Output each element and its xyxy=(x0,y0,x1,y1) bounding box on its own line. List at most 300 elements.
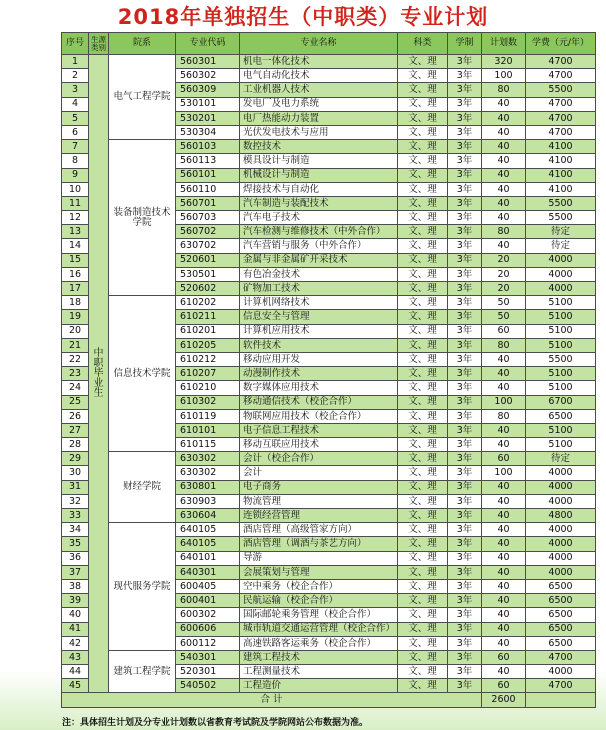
row-seq: 28 xyxy=(62,438,89,452)
row-fee: 4700 xyxy=(526,126,596,140)
row-seq: 42 xyxy=(62,637,89,651)
row-subject: 文、理 xyxy=(398,637,448,651)
row-major-name: 工程测量技术 xyxy=(240,665,398,679)
row-subject: 文、理 xyxy=(398,452,448,466)
row-seq: 27 xyxy=(62,424,89,438)
row-code: 630903 xyxy=(176,495,240,509)
row-code: 560101 xyxy=(176,169,240,183)
row-seq: 13 xyxy=(62,225,89,239)
row-plan: 40 xyxy=(482,424,526,438)
row-subject: 文、理 xyxy=(398,55,448,69)
row-plan: 40 xyxy=(482,665,526,679)
row-fee: 4000 xyxy=(526,523,596,537)
row-code: 610211 xyxy=(176,310,240,324)
row-subject: 文、理 xyxy=(398,126,448,140)
row-subject: 文、理 xyxy=(398,169,448,183)
row-seq: 41 xyxy=(62,623,89,637)
header-fee: 学费（元/年） xyxy=(526,33,596,55)
row-major-name: 金属与非金属矿开采技术 xyxy=(240,254,398,268)
row-subject: 文、理 xyxy=(398,466,448,480)
row-seq: 36 xyxy=(62,552,89,566)
row-fee: 5100 xyxy=(526,367,596,381)
row-duration: 3年 xyxy=(448,566,482,580)
row-plan: 40 xyxy=(482,552,526,566)
row-plan: 40 xyxy=(482,594,526,608)
row-fee: 4000 xyxy=(526,665,596,679)
row-code: 530201 xyxy=(176,112,240,126)
row-plan: 40 xyxy=(482,566,526,580)
row-plan: 40 xyxy=(482,239,526,253)
row-code: 530501 xyxy=(176,268,240,282)
row-major-name: 计算机网络技术 xyxy=(240,296,398,310)
row-seq: 5 xyxy=(62,112,89,126)
row-duration: 3年 xyxy=(448,126,482,140)
row-duration: 3年 xyxy=(448,339,482,353)
row-subject: 文、理 xyxy=(398,282,448,296)
row-subject: 文、理 xyxy=(398,225,448,239)
row-seq: 8 xyxy=(62,154,89,168)
row-subject: 文、理 xyxy=(398,112,448,126)
category-char: 职 xyxy=(93,357,104,369)
row-subject: 文、理 xyxy=(398,98,448,112)
row-fee: 4000 xyxy=(526,254,596,268)
row-fee: 4100 xyxy=(526,169,596,183)
row-code: 640105 xyxy=(176,523,240,537)
row-seq: 26 xyxy=(62,410,89,424)
row-subject: 文、理 xyxy=(398,296,448,310)
row-major-name: 发电厂及电力系统 xyxy=(240,98,398,112)
row-code: 610302 xyxy=(176,396,240,410)
row-plan: 40 xyxy=(482,367,526,381)
row-subject: 文、理 xyxy=(398,353,448,367)
row-seq: 22 xyxy=(62,353,89,367)
row-fee: 6500 xyxy=(526,608,596,622)
row-major-name: 酒店管理（调酒与茶艺方向） xyxy=(240,537,398,551)
header-subject: 科类 xyxy=(398,33,448,55)
row-plan: 100 xyxy=(482,466,526,480)
total-fee-empty xyxy=(526,693,596,707)
row-plan: 60 xyxy=(482,325,526,339)
row-subject: 文、理 xyxy=(398,381,448,395)
department-cell: 电气工程学院 xyxy=(109,55,176,140)
row-major-name: 有色冶金技术 xyxy=(240,268,398,282)
row-fee: 5100 xyxy=(526,438,596,452)
department-cell: 财经学院 xyxy=(109,452,176,523)
row-duration: 3年 xyxy=(448,197,482,211)
row-duration: 3年 xyxy=(448,495,482,509)
row-code: 560110 xyxy=(176,183,240,197)
row-fee: 6500 xyxy=(526,410,596,424)
row-seq: 10 xyxy=(62,183,89,197)
header-name: 专业名称 xyxy=(240,33,398,55)
row-subject: 文、理 xyxy=(398,396,448,410)
row-duration: 3年 xyxy=(448,83,482,97)
row-major-name: 连锁经营管理 xyxy=(240,509,398,523)
row-duration: 3年 xyxy=(448,282,482,296)
row-fee: 6700 xyxy=(526,396,596,410)
row-code: 520601 xyxy=(176,254,240,268)
row-seq: 18 xyxy=(62,296,89,310)
row-major-name: 汽车营销与服务（中外合作） xyxy=(240,239,398,253)
row-plan: 60 xyxy=(482,679,526,693)
department-cell: 信息技术学院 xyxy=(109,296,176,452)
enrollment-plan-table xyxy=(61,32,596,708)
row-major-name: 高速铁路客运乘务（校企合作） xyxy=(240,637,398,651)
row-seq: 38 xyxy=(62,580,89,594)
row-subject: 文、理 xyxy=(398,523,448,537)
row-code: 600606 xyxy=(176,623,240,637)
row-code: 530101 xyxy=(176,98,240,112)
row-seq: 35 xyxy=(62,537,89,551)
footnote: 注：具体招生计划及分专业计划数以省教育考试院及学院网站公布数据为准。 xyxy=(62,718,369,728)
row-fee: 4700 xyxy=(526,112,596,126)
row-major-name: 矿物加工技术 xyxy=(240,282,398,296)
row-duration: 3年 xyxy=(448,55,482,69)
row-seq: 12 xyxy=(62,211,89,225)
row-duration: 3年 xyxy=(448,310,482,324)
row-seq: 43 xyxy=(62,651,89,665)
row-subject: 文、理 xyxy=(398,481,448,495)
row-fee: 6500 xyxy=(526,623,596,637)
row-major-name: 机电一体化技术 xyxy=(240,55,398,69)
row-code: 600405 xyxy=(176,580,240,594)
row-duration: 3年 xyxy=(448,225,482,239)
row-subject: 文、理 xyxy=(398,580,448,594)
row-code: 540301 xyxy=(176,651,240,665)
row-fee: 5500 xyxy=(526,211,596,225)
row-major-name: 机械设计与制造 xyxy=(240,169,398,183)
row-code: 560701 xyxy=(176,197,240,211)
row-seq: 1 xyxy=(62,55,89,69)
row-seq: 23 xyxy=(62,367,89,381)
row-plan: 40 xyxy=(482,381,526,395)
row-major-name: 会计 xyxy=(240,466,398,480)
row-fee: 5100 xyxy=(526,381,596,395)
row-duration: 3年 xyxy=(448,424,482,438)
row-fee: 5100 xyxy=(526,296,596,310)
row-subject: 文、理 xyxy=(398,310,448,324)
row-subject: 文、理 xyxy=(398,367,448,381)
row-duration: 3年 xyxy=(448,353,482,367)
row-plan: 40 xyxy=(482,353,526,367)
row-plan: 20 xyxy=(482,282,526,296)
row-code: 520602 xyxy=(176,282,240,296)
row-fee: 5100 xyxy=(526,424,596,438)
row-subject: 文、理 xyxy=(398,537,448,551)
row-major-name: 工程造价 xyxy=(240,679,398,693)
category-char: 业 xyxy=(93,377,104,389)
row-fee: 4000 xyxy=(526,466,596,480)
row-plan: 40 xyxy=(482,438,526,452)
row-subject: 文、理 xyxy=(398,608,448,622)
row-duration: 3年 xyxy=(448,608,482,622)
row-seq: 3 xyxy=(62,83,89,97)
row-plan: 40 xyxy=(482,197,526,211)
row-major-name: 城市轨道交通运营管理（校企合作） xyxy=(240,623,398,637)
row-subject: 文、理 xyxy=(398,665,448,679)
row-seq: 31 xyxy=(62,481,89,495)
row-fee: 6500 xyxy=(526,594,596,608)
row-code: 610119 xyxy=(176,410,240,424)
row-plan: 40 xyxy=(482,169,526,183)
row-fee: 4800 xyxy=(526,509,596,523)
row-code: 630801 xyxy=(176,481,240,495)
row-subject: 文、理 xyxy=(398,623,448,637)
row-plan: 60 xyxy=(482,651,526,665)
row-major-name: 会计（校企合作） xyxy=(240,452,398,466)
row-subject: 文、理 xyxy=(398,254,448,268)
row-fee: 5100 xyxy=(526,310,596,324)
row-code: 610201 xyxy=(176,325,240,339)
row-subject: 文、理 xyxy=(398,325,448,339)
row-duration: 3年 xyxy=(448,509,482,523)
row-code: 520301 xyxy=(176,665,240,679)
row-code: 610207 xyxy=(176,367,240,381)
row-seq: 14 xyxy=(62,239,89,253)
row-code: 560113 xyxy=(176,154,240,168)
row-duration: 3年 xyxy=(448,466,482,480)
row-seq: 24 xyxy=(62,381,89,395)
row-subject: 文、理 xyxy=(398,211,448,225)
row-code: 560103 xyxy=(176,140,240,154)
row-fee: 待定 xyxy=(526,452,596,466)
total-plan: 2600 xyxy=(482,693,526,707)
row-major-name: 物联网应用技术（校企合作） xyxy=(240,410,398,424)
row-fee: 5100 xyxy=(526,339,596,353)
header-seq: 序号 xyxy=(62,33,89,55)
row-code: 640101 xyxy=(176,552,240,566)
row-seq: 44 xyxy=(62,665,89,679)
row-seq: 6 xyxy=(62,126,89,140)
row-major-name: 酒店管理（高级管家方向） xyxy=(240,523,398,537)
row-fee: 4100 xyxy=(526,140,596,154)
row-seq: 17 xyxy=(62,282,89,296)
row-duration: 3年 xyxy=(448,452,482,466)
row-major-name: 国际邮轮乘务管理（校企合作） xyxy=(240,608,398,622)
header-code: 专业代码 xyxy=(176,33,240,55)
row-duration: 3年 xyxy=(448,140,482,154)
row-subject: 文、理 xyxy=(398,410,448,424)
row-duration: 3年 xyxy=(448,410,482,424)
row-plan: 50 xyxy=(482,310,526,324)
row-code: 600401 xyxy=(176,594,240,608)
header-duration: 学制 xyxy=(448,33,482,55)
row-code: 560309 xyxy=(176,83,240,97)
row-seq: 37 xyxy=(62,566,89,580)
row-seq: 4 xyxy=(62,98,89,112)
row-major-name: 动漫制作技术 xyxy=(240,367,398,381)
row-duration: 3年 xyxy=(448,296,482,310)
row-code: 630702 xyxy=(176,239,240,253)
row-plan: 40 xyxy=(482,509,526,523)
row-major-name: 空中乘务（校企合作） xyxy=(240,580,398,594)
row-duration: 3年 xyxy=(448,651,482,665)
row-fee: 待定 xyxy=(526,225,596,239)
row-plan: 80 xyxy=(482,225,526,239)
department-cell: 建筑工程学院 xyxy=(109,651,176,694)
row-fee: 4000 xyxy=(526,268,596,282)
row-major-name: 移动应用开发 xyxy=(240,353,398,367)
row-major-name: 移动互联应用技术 xyxy=(240,438,398,452)
row-seq: 16 xyxy=(62,268,89,282)
row-plan: 20 xyxy=(482,254,526,268)
row-plan: 100 xyxy=(482,69,526,83)
row-fee: 4000 xyxy=(526,282,596,296)
row-code: 610210 xyxy=(176,381,240,395)
row-seq: 25 xyxy=(62,396,89,410)
row-duration: 3年 xyxy=(448,396,482,410)
row-major-name: 电子商务 xyxy=(240,481,398,495)
row-fee: 4000 xyxy=(526,495,596,509)
row-fee: 4100 xyxy=(526,183,596,197)
row-plan: 40 xyxy=(482,637,526,651)
row-fee: 5100 xyxy=(526,325,596,339)
row-major-name: 电子信息工程技术 xyxy=(240,424,398,438)
row-plan: 40 xyxy=(482,495,526,509)
row-major-name: 电气自动化技术 xyxy=(240,69,398,83)
row-plan: 40 xyxy=(482,112,526,126)
row-subject: 文、理 xyxy=(398,69,448,83)
row-seq: 11 xyxy=(62,197,89,211)
row-seq: 15 xyxy=(62,254,89,268)
row-fee: 4000 xyxy=(526,537,596,551)
row-fee: 4000 xyxy=(526,481,596,495)
row-plan: 60 xyxy=(482,452,526,466)
row-fee: 5500 xyxy=(526,197,596,211)
row-duration: 3年 xyxy=(448,438,482,452)
row-major-name: 计算机应用技术 xyxy=(240,325,398,339)
category-char: 中 xyxy=(93,347,104,359)
row-duration: 3年 xyxy=(448,637,482,651)
row-code: 560702 xyxy=(176,225,240,239)
row-plan: 40 xyxy=(482,623,526,637)
row-major-name: 工业机器人技术 xyxy=(240,83,398,97)
row-code: 530304 xyxy=(176,126,240,140)
row-duration: 3年 xyxy=(448,537,482,551)
row-code: 610205 xyxy=(176,339,240,353)
row-code: 630302 xyxy=(176,466,240,480)
row-plan: 40 xyxy=(482,537,526,551)
row-plan: 40 xyxy=(482,481,526,495)
row-fee: 4700 xyxy=(526,55,596,69)
row-duration: 3年 xyxy=(448,325,482,339)
row-subject: 文、理 xyxy=(398,552,448,566)
row-fee: 6500 xyxy=(526,637,596,651)
row-major-name: 汽车电子技术 xyxy=(240,211,398,225)
page-title: 2018年单独招生（中职类）专业计划 xyxy=(117,5,489,29)
row-code: 610101 xyxy=(176,424,240,438)
row-fee: 5500 xyxy=(526,353,596,367)
row-plan: 40 xyxy=(482,98,526,112)
row-duration: 3年 xyxy=(448,523,482,537)
header-plan: 计划数 xyxy=(482,33,526,55)
row-duration: 3年 xyxy=(448,112,482,126)
row-duration: 3年 xyxy=(448,268,482,282)
row-duration: 3年 xyxy=(448,169,482,183)
row-plan: 40 xyxy=(482,183,526,197)
row-seq: 7 xyxy=(62,140,89,154)
row-duration: 3年 xyxy=(448,367,482,381)
row-fee: 4700 xyxy=(526,69,596,83)
row-plan: 320 xyxy=(482,55,526,69)
row-seq: 40 xyxy=(62,608,89,622)
row-major-name: 焊接技术与自动化 xyxy=(240,183,398,197)
row-seq: 30 xyxy=(62,466,89,480)
row-code: 560302 xyxy=(176,69,240,83)
row-duration: 3年 xyxy=(448,679,482,693)
row-duration: 3年 xyxy=(448,665,482,679)
row-seq: 34 xyxy=(62,523,89,537)
row-code: 600112 xyxy=(176,637,240,651)
row-major-name: 会展策划与管理 xyxy=(240,566,398,580)
row-plan: 40 xyxy=(482,140,526,154)
row-major-name: 物流管理 xyxy=(240,495,398,509)
row-subject: 文、理 xyxy=(398,438,448,452)
row-duration: 3年 xyxy=(448,254,482,268)
row-subject: 文、理 xyxy=(398,594,448,608)
row-subject: 文、理 xyxy=(398,197,448,211)
row-major-name: 汽车检测与维修技术（中外合作） xyxy=(240,225,398,239)
row-seq: 9 xyxy=(62,169,89,183)
total-label: 合 计 xyxy=(62,693,482,707)
row-major-name: 汽车制造与装配技术 xyxy=(240,197,398,211)
row-major-name: 软件技术 xyxy=(240,339,398,353)
row-code: 540502 xyxy=(176,679,240,693)
row-code: 630302 xyxy=(176,452,240,466)
row-plan: 40 xyxy=(482,608,526,622)
row-fee: 4000 xyxy=(526,552,596,566)
row-major-name: 电厂热能动力装置 xyxy=(240,112,398,126)
row-duration: 3年 xyxy=(448,211,482,225)
row-subject: 文、理 xyxy=(398,83,448,97)
row-seq: 33 xyxy=(62,509,89,523)
row-seq: 21 xyxy=(62,339,89,353)
row-code: 640301 xyxy=(176,566,240,580)
row-subject: 文、理 xyxy=(398,154,448,168)
row-major-name: 模具设计与制造 xyxy=(240,154,398,168)
row-code: 560301 xyxy=(176,55,240,69)
row-plan: 40 xyxy=(482,126,526,140)
department-cell: 现代服务学院 xyxy=(109,523,176,651)
row-seq: 2 xyxy=(62,69,89,83)
row-plan: 40 xyxy=(482,580,526,594)
row-plan: 40 xyxy=(482,211,526,225)
row-duration: 3年 xyxy=(448,239,482,253)
category-char: 生 xyxy=(93,387,104,399)
row-fee: 5500 xyxy=(526,83,596,97)
row-subject: 文、理 xyxy=(398,268,448,282)
row-duration: 3年 xyxy=(448,623,482,637)
row-code: 610212 xyxy=(176,353,240,367)
row-seq: 39 xyxy=(62,594,89,608)
row-plan: 50 xyxy=(482,296,526,310)
row-subject: 文、理 xyxy=(398,679,448,693)
row-plan: 20 xyxy=(482,268,526,282)
row-seq: 20 xyxy=(62,325,89,339)
row-duration: 3年 xyxy=(448,481,482,495)
row-fee: 4100 xyxy=(526,154,596,168)
header-dept: 院系 xyxy=(109,33,176,55)
row-fee: 待定 xyxy=(526,239,596,253)
row-duration: 3年 xyxy=(448,552,482,566)
row-plan: 80 xyxy=(482,410,526,424)
row-code: 610115 xyxy=(176,438,240,452)
row-subject: 文、理 xyxy=(398,239,448,253)
row-subject: 文、理 xyxy=(398,424,448,438)
row-fee: 4700 xyxy=(526,98,596,112)
row-major-name: 信息安全与管理 xyxy=(240,310,398,324)
row-major-name: 移动通信技术（校企合作） xyxy=(240,396,398,410)
